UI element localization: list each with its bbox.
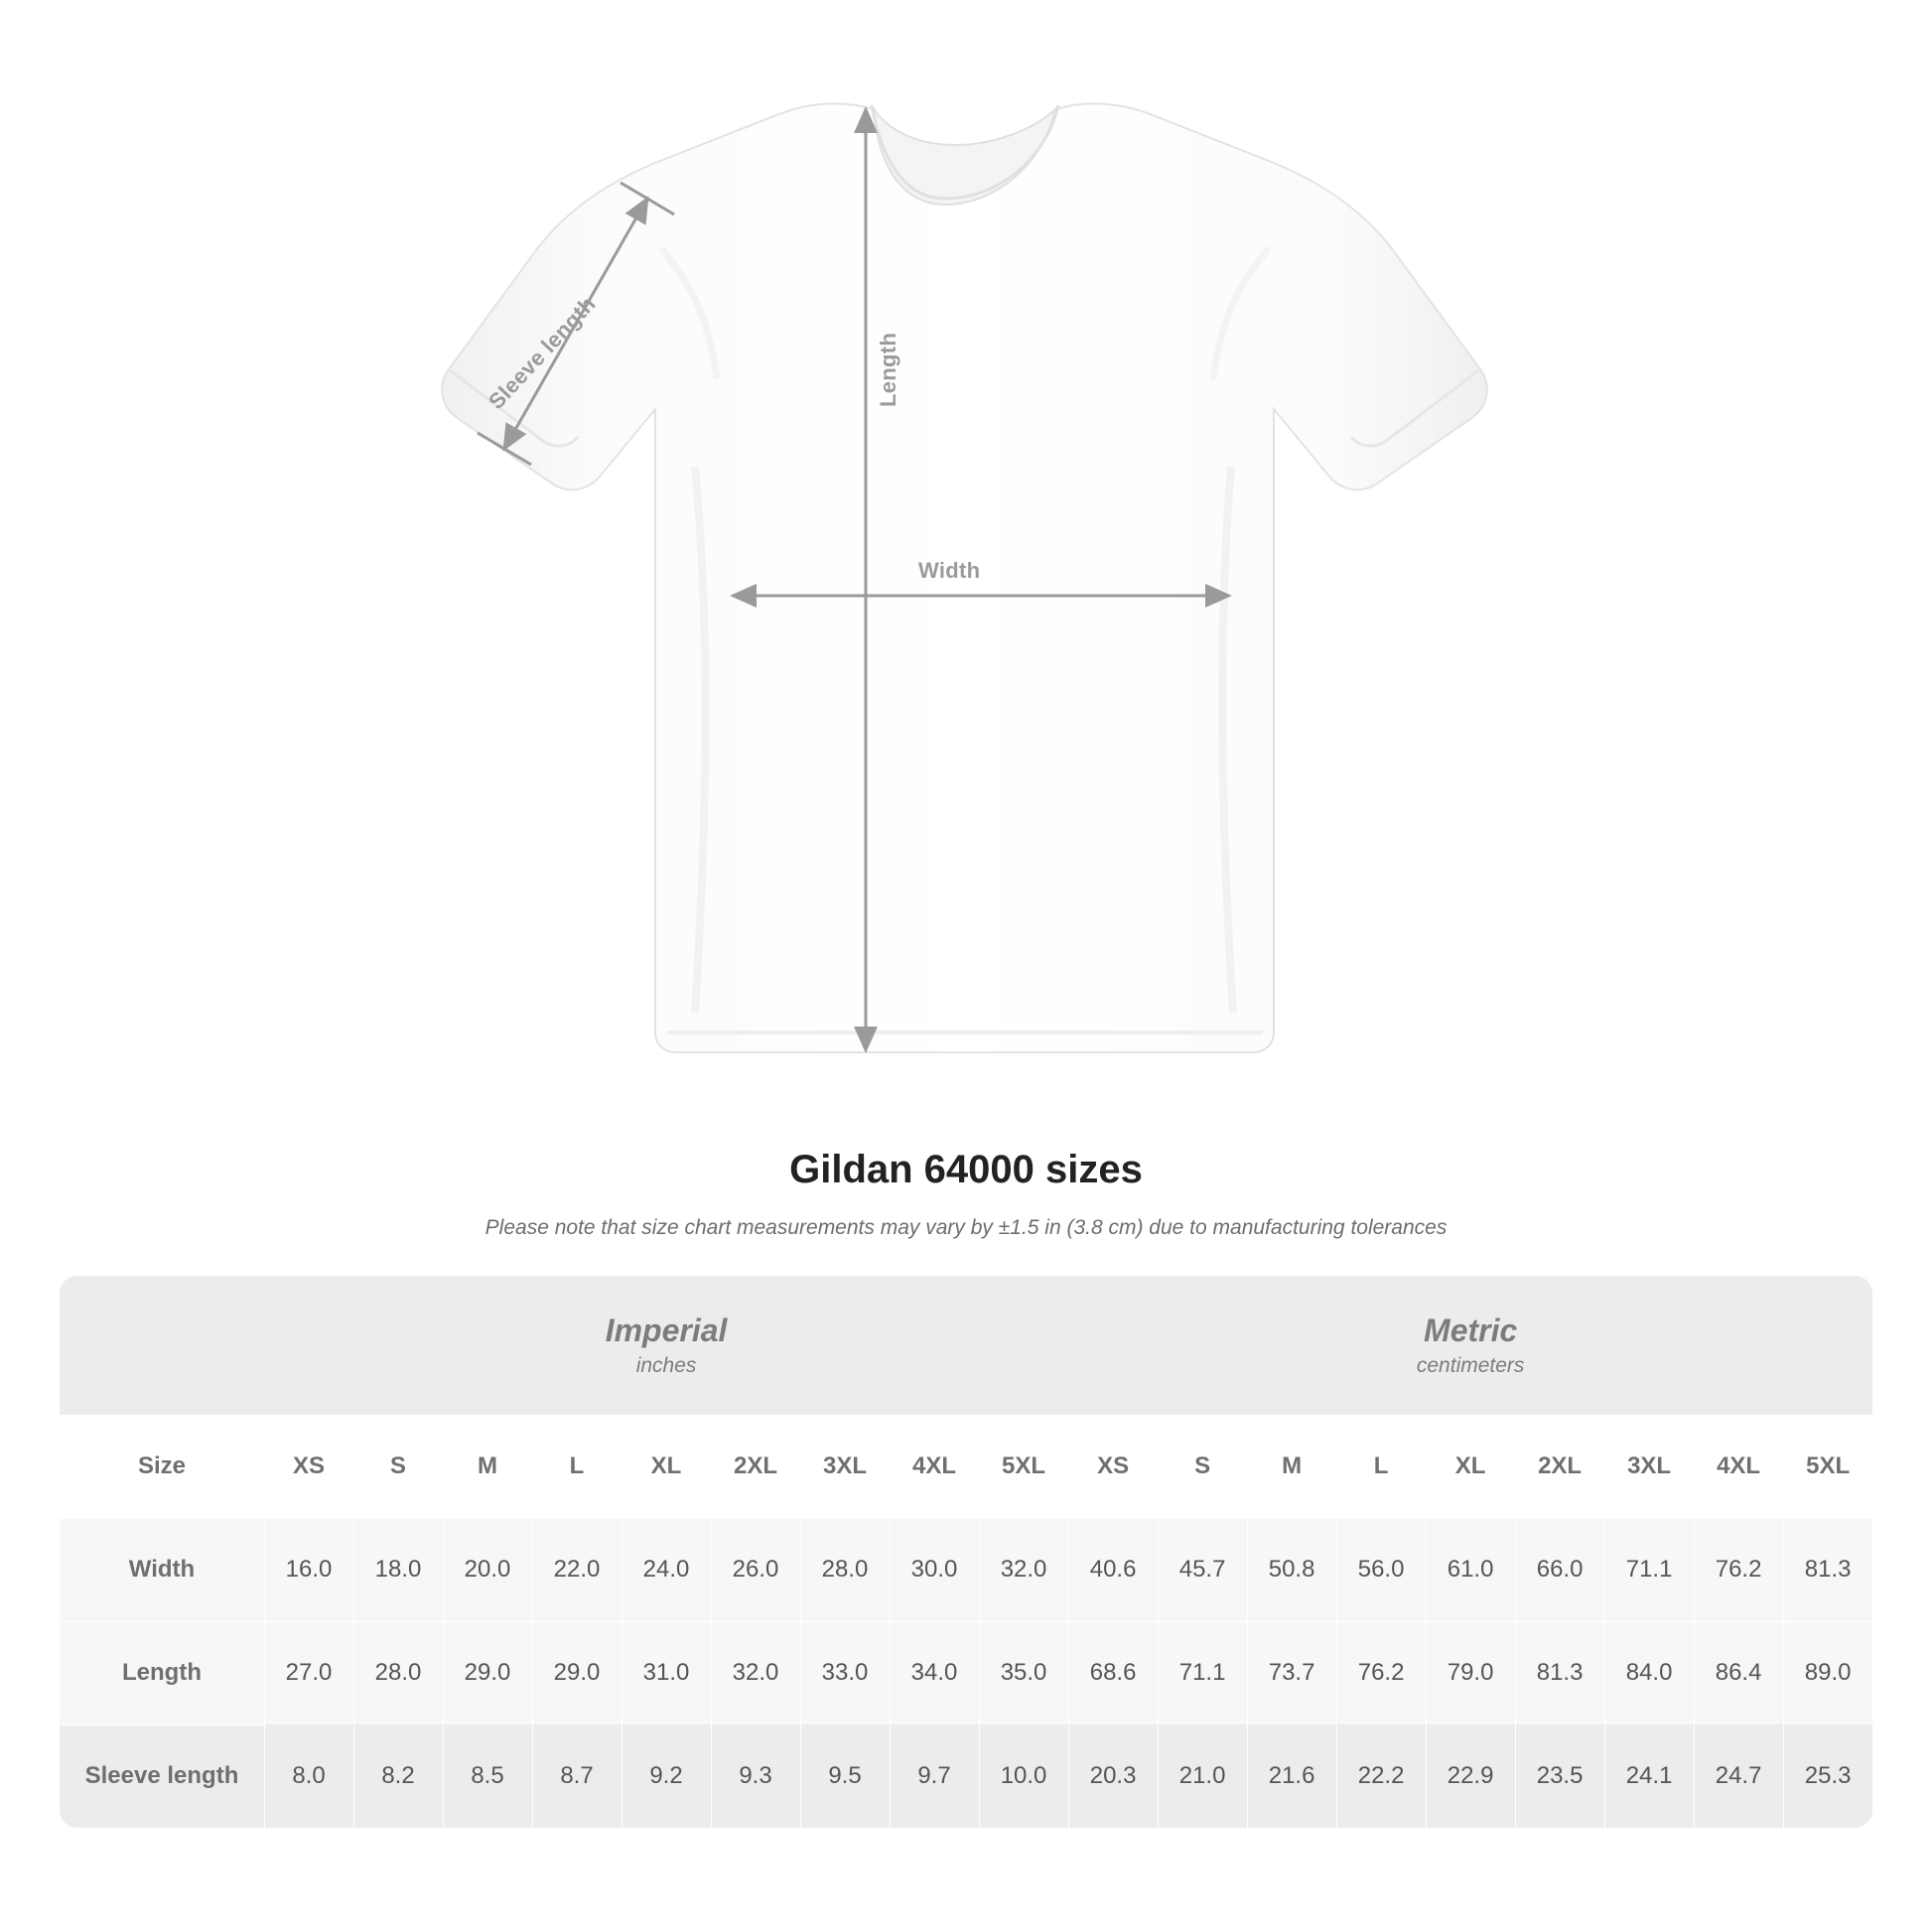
table-row <box>60 1725 1872 1828</box>
unit-group-spacer <box>60 1276 264 1415</box>
unit-group-imperial <box>264 1276 1068 1415</box>
cell-width-metric-s: 45.7 <box>1158 1518 1247 1621</box>
cell-sleeve-metric-2xl: 23.5 <box>1515 1725 1604 1828</box>
cell-length-metric-5xl: 89.0 <box>1783 1621 1872 1725</box>
cell-length-imperial-xl: 31.0 <box>621 1621 711 1725</box>
size-header-imperial-5xl: 5XL <box>979 1415 1068 1518</box>
size-header-imperial-2xl: 2XL <box>711 1415 800 1518</box>
size-chart-table-wrapper <box>60 1276 1872 1828</box>
cell-length-metric-xs: 68.6 <box>1068 1621 1158 1725</box>
row-label-width: Width <box>60 1518 264 1621</box>
length-dimension-label: Length <box>876 332 900 407</box>
cell-length-metric-m: 73.7 <box>1247 1621 1336 1725</box>
cell-sleeve-imperial-5xl: 10.0 <box>979 1725 1068 1828</box>
cell-sleeve-imperial-s: 8.2 <box>353 1725 443 1828</box>
cell-length-metric-4xl: 86.4 <box>1694 1621 1783 1725</box>
cell-length-metric-xl: 79.0 <box>1426 1621 1515 1725</box>
size-header-metric-xs: XS <box>1068 1415 1158 1518</box>
size-header-metric-5xl: 5XL <box>1783 1415 1872 1518</box>
unit-group-row <box>60 1276 1872 1415</box>
cell-length-imperial-s: 28.0 <box>353 1621 443 1725</box>
row-label-sleeve-length: Sleeve length <box>60 1725 264 1828</box>
cell-sleeve-imperial-m: 8.5 <box>443 1725 532 1828</box>
size-header-imperial-3xl: 3XL <box>800 1415 890 1518</box>
size-header-label: Size <box>60 1415 264 1518</box>
size-header-metric-m: M <box>1247 1415 1336 1518</box>
tolerance-note: Please note that size chart measurements may vary by ±1.5 in (3.8 cm) due to manufacturing tolerances <box>484 1216 1448 1239</box>
size-header-metric-2xl: 2XL <box>1515 1415 1604 1518</box>
cell-width-metric-4xl: 76.2 <box>1694 1518 1783 1621</box>
cell-sleeve-metric-3xl: 24.1 <box>1604 1725 1694 1828</box>
cell-length-imperial-4xl: 34.0 <box>890 1621 979 1725</box>
cell-width-imperial-xl: 24.0 <box>621 1518 711 1621</box>
width-dimension-label: Width <box>918 558 981 583</box>
cell-width-imperial-s: 18.0 <box>353 1518 443 1621</box>
cell-length-imperial-5xl: 35.0 <box>979 1621 1068 1725</box>
cell-sleeve-imperial-2xl: 9.3 <box>711 1725 800 1828</box>
cell-width-imperial-xs: 16.0 <box>264 1518 353 1621</box>
size-header-metric-s: S <box>1158 1415 1247 1518</box>
cell-width-imperial-2xl: 26.0 <box>711 1518 800 1621</box>
table-row <box>60 1621 1872 1725</box>
cell-sleeve-metric-5xl: 25.3 <box>1783 1725 1872 1828</box>
size-header-metric-xl: XL <box>1426 1415 1515 1518</box>
cell-width-metric-xs: 40.6 <box>1068 1518 1158 1621</box>
cell-sleeve-imperial-l: 8.7 <box>532 1725 621 1828</box>
cell-length-imperial-3xl: 33.0 <box>800 1621 890 1725</box>
page-title: Gildan 64000 sizes <box>789 1148 1143 1191</box>
unit-group-metric-subtitle: centimeters <box>1416 1354 1525 1378</box>
cell-length-imperial-xs: 27.0 <box>264 1621 353 1725</box>
cell-width-imperial-4xl: 30.0 <box>890 1518 979 1621</box>
unit-group-imperial-title: Imperial <box>605 1311 728 1348</box>
cell-length-metric-2xl: 81.3 <box>1515 1621 1604 1725</box>
cell-width-imperial-m: 20.0 <box>443 1518 532 1621</box>
size-header-row <box>60 1415 1872 1518</box>
cell-sleeve-metric-xs: 20.3 <box>1068 1725 1158 1828</box>
size-header-imperial-xs: XS <box>264 1415 353 1518</box>
cell-length-metric-s: 71.1 <box>1158 1621 1247 1725</box>
cell-length-imperial-2xl: 32.0 <box>711 1621 800 1725</box>
cell-sleeve-imperial-4xl: 9.7 <box>890 1725 979 1828</box>
size-header-metric-l: L <box>1336 1415 1426 1518</box>
size-header-metric-4xl: 4XL <box>1694 1415 1783 1518</box>
cell-sleeve-metric-m: 21.6 <box>1247 1725 1336 1828</box>
unit-group-metric <box>1068 1276 1872 1415</box>
cell-width-metric-xl: 61.0 <box>1426 1518 1515 1621</box>
unit-group-imperial-subtitle: inches <box>635 1354 697 1378</box>
cell-width-metric-2xl: 66.0 <box>1515 1518 1604 1621</box>
size-header-imperial-m: M <box>443 1415 532 1518</box>
size-header-imperial-4xl: 4XL <box>890 1415 979 1518</box>
size-chart-table <box>60 1276 1872 1828</box>
cell-width-metric-5xl: 81.3 <box>1783 1518 1872 1621</box>
size-header-imperial-xl: XL <box>621 1415 711 1518</box>
cell-length-metric-3xl: 84.0 <box>1604 1621 1694 1725</box>
cell-sleeve-metric-4xl: 24.7 <box>1694 1725 1783 1828</box>
cell-sleeve-imperial-3xl: 9.5 <box>800 1725 890 1828</box>
row-label-length: Length <box>60 1621 264 1725</box>
size-header-imperial-s: S <box>353 1415 443 1518</box>
cell-width-metric-3xl: 71.1 <box>1604 1518 1694 1621</box>
cell-width-imperial-l: 22.0 <box>532 1518 621 1621</box>
cell-sleeve-metric-xl: 22.9 <box>1426 1725 1515 1828</box>
cell-sleeve-imperial-xl: 9.2 <box>621 1725 711 1828</box>
cell-width-imperial-5xl: 32.0 <box>979 1518 1068 1621</box>
cell-length-metric-l: 76.2 <box>1336 1621 1426 1725</box>
sleeve-length-dimension-label: Sleeve length <box>483 291 601 415</box>
cell-width-metric-m: 50.8 <box>1247 1518 1336 1621</box>
cell-sleeve-imperial-xs: 8.0 <box>264 1725 353 1828</box>
size-header-imperial-l: L <box>532 1415 621 1518</box>
cell-length-imperial-m: 29.0 <box>443 1621 532 1725</box>
cell-width-metric-l: 56.0 <box>1336 1518 1426 1621</box>
cell-sleeve-metric-s: 21.0 <box>1158 1725 1247 1828</box>
cell-sleeve-metric-l: 22.2 <box>1336 1725 1426 1828</box>
size-header-metric-3xl: 3XL <box>1604 1415 1694 1518</box>
table-row <box>60 1518 1872 1621</box>
unit-group-metric-title: Metric <box>1424 1311 1518 1348</box>
cell-length-imperial-l: 29.0 <box>532 1621 621 1725</box>
cell-width-imperial-3xl: 28.0 <box>800 1518 890 1621</box>
